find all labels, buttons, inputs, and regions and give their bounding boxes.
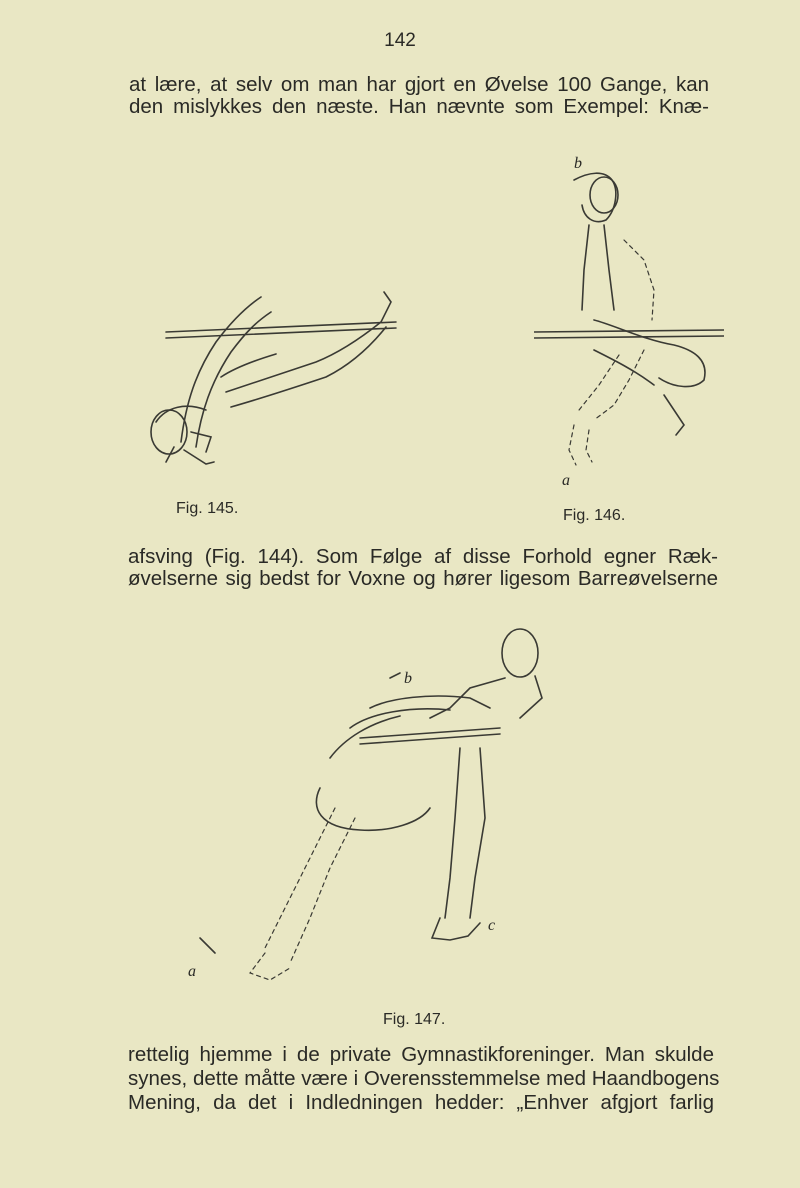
label-a: a <box>562 472 570 489</box>
label-c: c <box>488 917 496 934</box>
text-line: øvelserne sig bedst for Voxne og hører ligesom Barreøvelserne <box>128 567 718 590</box>
figure-147-illustration <box>170 618 570 998</box>
arrow-b <box>390 673 400 678</box>
label-b: b <box>404 670 412 687</box>
figure-caption: Fig. 145. <box>176 500 239 517</box>
paragraph-bottom <box>128 1043 720 1115</box>
figure-145-illustration <box>136 282 406 472</box>
label-a: a <box>188 963 196 980</box>
page-number: 142 <box>384 30 416 51</box>
text-line: at lære, at selv om man har gjort en Øvelse 100 Gange, kan <box>129 73 709 96</box>
text-line: rettelig hjemme i de private Gymnastikforeninger. Man skulde <box>128 1043 714 1066</box>
figure-caption: Fig. 146. <box>563 507 626 524</box>
text-line: afsving (Fig. 144). Som Følge af disse Forhold egner Ræk- <box>128 545 718 568</box>
text-line: Mening, da det i Indledningen hedder: „Enhver afgjort farlig <box>128 1091 714 1114</box>
bar-line <box>166 322 396 332</box>
label-b: b <box>574 155 582 172</box>
paragraph-middle <box>128 546 718 590</box>
text-line: synes, dette måtte være i Overensstemmelse med Haandbogens <box>128 1067 720 1090</box>
head-outline <box>502 629 538 677</box>
figure-146-illustration <box>534 150 724 490</box>
head-outline <box>590 177 618 213</box>
figure-caption: Fig. 147. <box>383 1011 446 1028</box>
text-line: den mislykkes den næste. Han nævnte som Exempel: Knæ- <box>129 95 709 118</box>
bar-line <box>360 728 500 738</box>
paragraph-top <box>129 74 709 118</box>
